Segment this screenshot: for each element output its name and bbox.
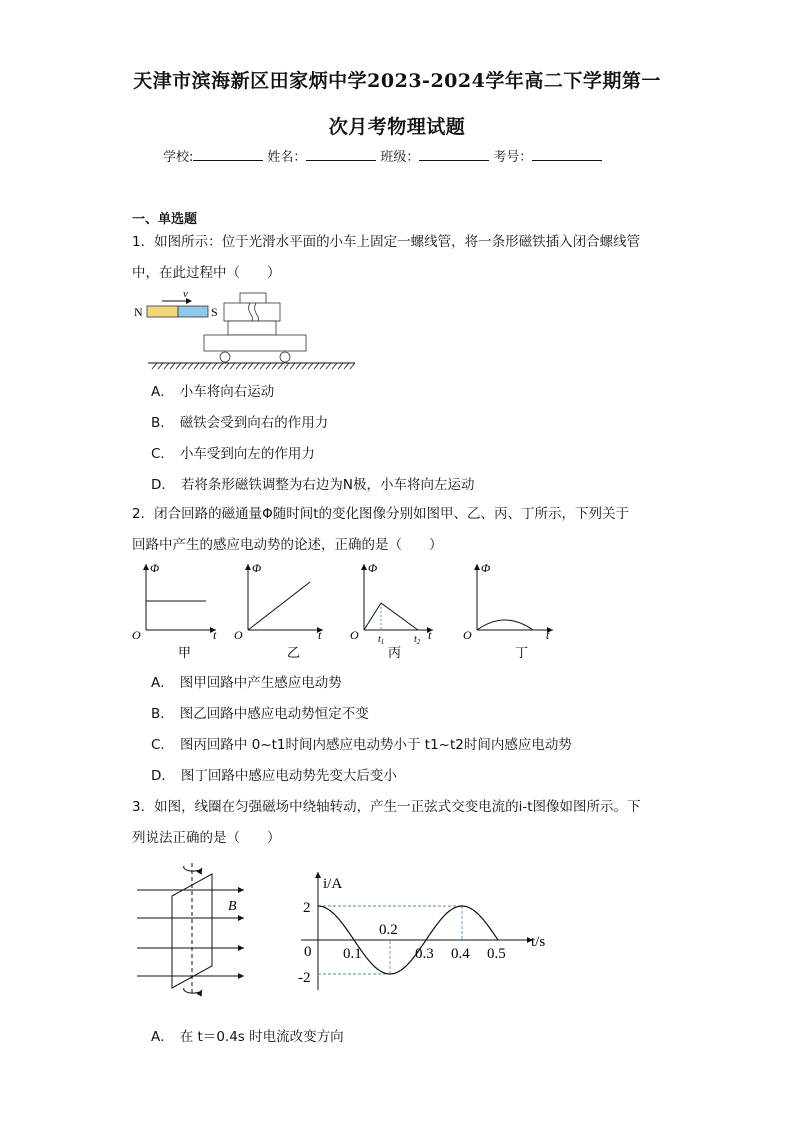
graph-jia-ylabel: Φ [150,561,160,575]
exam-number-label: 考号： [493,150,533,165]
graph-ding-origin: O [463,628,472,642]
q1-option-b[interactable]: B． 磁铁会受到向右的作用力 [151,415,329,431]
ground-hatch-mark [350,363,355,369]
graph-bing-t1-sub: 1 [380,638,385,646]
ground-hatch-mark [260,363,265,369]
ground-hatch-mark [224,363,229,369]
ground-hatch-mark [170,363,175,369]
graph-ding-ylabel: Φ [481,561,491,575]
class-label: 班级： [380,150,420,165]
q1-option-d[interactable]: D． 若将条形磁铁调整为右边为N极，小车将向左运动 [151,477,475,493]
q2-figure [128,560,568,664]
graph-bing-t2: t [414,634,417,645]
ground-hatch-mark [326,363,331,369]
q1-v-label: v [183,288,188,300]
q1-figure [130,286,360,372]
graph-bing-t2-sub: 2 [416,638,421,646]
x-tick-label: 0.2 [379,922,398,938]
ground-hatch-mark [236,363,241,369]
class-blank[interactable] [419,146,489,161]
q3-stem-line1: 3．如图，线圈在匀强磁场中绕轴转动，产生一正弦式交变电流的i-t图像如图所示。下 [132,799,641,815]
graph-jia [132,561,217,660]
q3-stem-line2: 列说法正确的是（ ） [132,830,281,846]
graph-jia-caption: 甲 [178,645,192,660]
rotation-arrow-top [184,866,202,871]
ground-hatch-mark [242,363,247,369]
student-info-row [163,146,606,165]
page-title-line2: 次月考物理试题 [328,116,466,138]
q3-coil-figure [132,858,252,1000]
cart-wheel-left [220,352,230,362]
graph-ding [463,561,553,660]
ground-hatch-mark [320,363,325,369]
ground-hatch-mark [314,363,319,369]
q1-n-label: N [134,305,143,319]
ground-hatch-mark [248,363,253,369]
svg-text:t1 [378,634,384,646]
q2-option-a[interactable]: A． 图甲回路中产生感应电动势 [151,675,342,691]
graph-ding-caption: 丁 [515,645,529,660]
graph-ding-curve [477,620,533,630]
ground-hatch-mark [164,363,169,369]
graph-bing-line [364,603,418,630]
q1-stem-line2: 中，在此过程中（ ） [132,265,281,281]
rotation-arrow-bottom [184,988,202,993]
name-blank[interactable] [306,146,376,161]
current-origin: 0 [304,944,312,960]
ground-hatch-mark [158,363,163,369]
ground-hatch-mark [152,363,157,369]
current-ylabel: i/A [323,876,343,892]
ground-hatch-mark [284,363,289,369]
graph-bing-t1: t [378,634,381,645]
graph-yi-origin: O [234,628,243,642]
graph-yi-ylabel: Φ [252,561,262,575]
ground-hatch-mark [296,363,301,369]
q2-stem-line2: 回路中产生的感应电动势的论述，正确的是（ ） [132,537,443,553]
field-label-b: B [228,899,237,914]
graph-ding-xlabel: t [546,628,550,642]
ground-hatch-mark [218,363,223,369]
ground-hatch-mark [332,363,337,369]
cart-body [204,335,306,351]
school-label: 学校: [163,150,194,165]
graph-bing [350,561,433,660]
q2-option-b[interactable]: B． 图乙回路中感应电动势恒定不变 [151,706,369,722]
svg-text:t2 [414,634,421,646]
ground-hatch-mark [278,363,283,369]
ground-hatch-mark [176,363,181,369]
current-ymax: 2 [303,900,311,916]
x-tick-label: 0.1 [343,946,362,962]
q2-option-d[interactable]: D． 图丁回路中感应电动势先变大后变小 [151,768,397,784]
graph-bing-origin: O [350,628,359,642]
ground-hatch-mark [230,363,235,369]
x-tick-label: 0.4 [451,946,470,962]
q1-s-label: S [211,305,218,319]
graph-bing-caption: 丙 [388,645,402,660]
ground-hatch-mark [206,363,211,369]
magnet-n-half [147,306,178,317]
school-blank[interactable] [193,146,263,161]
graph-yi-line [248,582,310,630]
x-tick-label: 0.3 [415,946,434,962]
graph-yi-caption: 乙 [287,645,301,660]
q3-current-graph [295,868,555,992]
graph-bing-xlabel: t [428,628,432,642]
ground-hatch-mark [344,363,349,369]
ground-hatch-mark [212,363,217,369]
ground-hatch-mark [182,363,187,369]
q3-option-a[interactable]: A． 在 t＝0.4s 时电流改变方向 [151,1029,344,1045]
x-tick-label: 0.5 [487,946,506,962]
graph-yi [234,561,323,660]
name-label: 姓名： [267,150,307,165]
graph-jia-origin: O [132,628,141,642]
q2-option-c[interactable]: C． 图丙回路中 0~t1时间内感应电动势小于 t1~t2时间内感应电动势 [151,737,572,753]
section-heading: 一、单选题 [132,212,198,227]
current-xlabel: t/s [531,934,546,950]
q1-option-c[interactable]: C． 小车受到向左的作用力 [151,446,315,462]
q1-option-a[interactable]: A． 小车将向右运动 [151,384,275,400]
q1-stem-line1: 1．如图所示：位于光滑水平面的小车上固定一螺线管，将一条形磁铁插入闭合螺线管 [132,234,641,250]
cart-wheel-right [280,352,290,362]
ground-hatch-mark [188,363,193,369]
ground-hatch-mark [266,363,271,369]
ground-hatch-mark [194,363,199,369]
ground-hatch-mark [272,363,277,369]
ground-hatch-mark [254,363,259,369]
ground-hatching [152,363,355,369]
ground-hatch-mark [302,363,307,369]
ground-hatch-mark [290,363,295,369]
exam-number-blank[interactable] [532,146,602,161]
graph-yi-xlabel: t [318,628,322,642]
cart-support [228,321,276,335]
graph-jia-xlabel: t [213,628,217,642]
magnet-s-half [178,306,208,317]
current-ymin: -2 [298,970,311,986]
q2-stem-line1: 2．闭合回路的磁通量Φ随时间t的变化图像分别如图甲、乙、丙、丁所示，下列关于 [132,506,630,522]
page-title-line1: 天津市滨海新区田家炳中学2023-2024学年高二下学期第一 [133,70,661,92]
ground-hatch-mark [308,363,313,369]
graph-bing-ylabel: Φ [368,561,378,575]
ground-hatch-mark [338,363,343,369]
ground-hatch-mark [200,363,205,369]
